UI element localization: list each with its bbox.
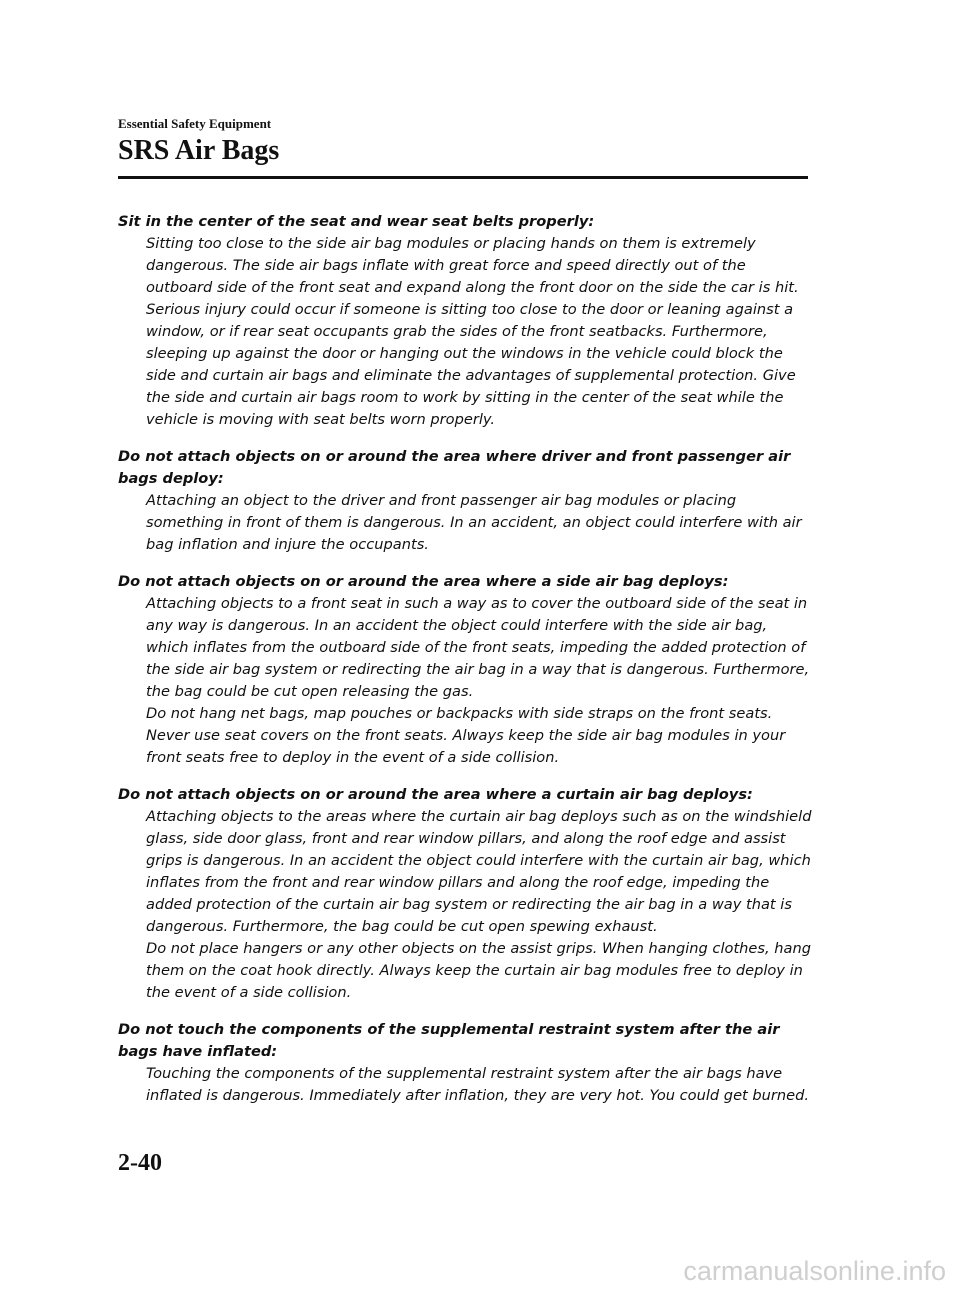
entry-paragraph: Do not hang net bags, map pouches or backpacks with side straps on the front seats. Never use seat covers on the front seats. Always keep the side air bag modules in your front seats free to deploy in the event of a side collision. xyxy=(146,705,786,766)
entry-paragraph: Sitting too close to the side air bag modules or placing hands on them is extremely dangerous. The side air bags inflate with great force and speed directly out of the outboard side of the front seat and expand along the front door on the side the car is hit. Serious injury could occur if someone is sitting too close to the door or leaning against a window, or if rear seat occupants grab the sides of the front seatbacks. Furthermore, sleeping up against the door or hanging out the windows in the vehicle could block the side and curtain air bags and eliminate the advantages of supplemental protection. Give the side and curtain air bags room to work by sitting in the center of the seat while the vehicle is moving with seat belts worn properly. xyxy=(146,235,799,428)
entry-paragraph: Do not place hangers or any other objects on the assist grips. When hanging clothes, hang them on the coat hook directly. Always keep the curtain air bag modules free to deploy in the event of a side collision. xyxy=(146,940,811,1001)
entry-paragraph: Attaching objects to the areas where the curtain air bag deploys such as on the windshield glass, side door glass, front and rear window pillars, and along the roof edge and assist grips is dangerous. In an accident the object could interfere with the curtain air bag, which inflates from the front and rear window pillars and along the roof edge, impeding the added protection of the curtain air bag system or redirecting the air bag in a way that is dangerous. Furthermore, the bag could be cut open spewing exhaust. xyxy=(146,808,812,935)
entry-heading: Sit in the center of the seat and wear seat belts properly: xyxy=(118,213,595,230)
section-label: Essential Safety Equipment xyxy=(118,116,272,131)
entry-paragraph: Attaching an object to the driver and front passenger air bag modules or placing something in front of them is dangerous. In an accident, an object could interfere with air bag inflation and injure the occupants. xyxy=(146,492,802,553)
entry-body xyxy=(146,233,813,431)
entry-heading: Do not attach objects on or around the area where a curtain air bag deploys: xyxy=(118,786,753,803)
entry-inflated-components xyxy=(118,1019,813,1107)
watermark: carmanualsonline.info xyxy=(683,1256,946,1286)
page-header xyxy=(118,116,808,179)
entry-heading: Do not touch the components of the supplemental restraint system after the air bags have inflated: xyxy=(118,1021,780,1060)
entry-paragraph: Attaching objects to a front seat in such a way as to cover the outboard side of the seat in any way is dangerous. In an accident the object could interfere with the side air bag, which inflates from the outboard side of the front seats, impeding the added protection of the side air bag system or redirecting the air bag in a way that is dangerous. Furthermore, the bag could be cut open releasing the gas. xyxy=(146,595,810,700)
entry-seating-position xyxy=(118,211,813,431)
entry-body xyxy=(146,593,813,769)
header-rule xyxy=(118,176,808,179)
entry-front-air-bags xyxy=(118,446,813,556)
entry-body xyxy=(146,806,813,1004)
entry-body xyxy=(146,490,813,556)
page-number: 2-40 xyxy=(118,1150,162,1176)
entry-body xyxy=(146,1063,813,1107)
warning-content xyxy=(118,211,813,1122)
entry-heading: Do not attach objects on or around the area where driver and front passenger air bags deploy: xyxy=(118,448,791,487)
entry-curtain-air-bag xyxy=(118,784,813,1004)
entry-heading: Do not attach objects on or around the area where a side air bag deploys: xyxy=(118,573,729,590)
entry-side-air-bag xyxy=(118,571,813,769)
entry-paragraph: Touching the components of the supplemental restraint system after the air bags have inflated is dangerous. Immediately after inflation, they are very hot. You could get burned. xyxy=(146,1065,810,1104)
page-title: SRS Air Bags xyxy=(118,135,280,166)
